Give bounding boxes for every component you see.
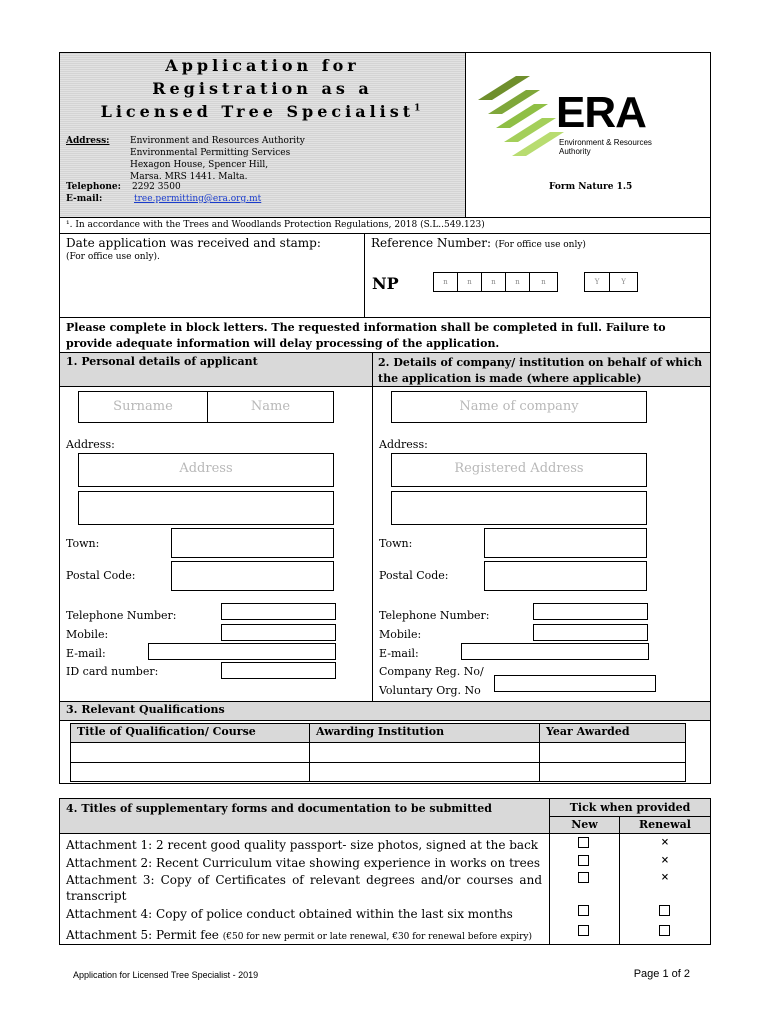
idcard-input[interactable] [221,662,336,679]
tick-header: Tick when provided [569,801,691,814]
date-received-note: (For office use only). [66,252,160,262]
era-logo-text: ERA [556,88,646,137]
np-digit-2[interactable]: n [457,272,482,292]
qual-row1-title[interactable] [70,742,310,763]
town-label-company: Town: [379,537,413,550]
qual-col-institution-label: Awarding Institution [316,725,445,738]
form-title-line2: Registration as a [152,79,373,98]
attachment-5-renewal-checkbox[interactable] [659,925,670,936]
form-nature: Form Nature 1.5 [549,182,633,192]
footer-document-title: Application for Licensed Tree Specialist - 2019 [73,970,259,980]
address-line-4: Marsa. MRS 1441. Malta. [130,172,248,182]
mobile-label-company: Mobile: [379,628,422,641]
company-name-input[interactable]: Name of company [391,391,647,423]
reference-number-text: Reference Number: [371,236,492,250]
attachment-5-text: Attachment 5: Permit fee [66,928,219,942]
registered-address-input-line1[interactable]: Registered Address [391,453,647,487]
email-input-applicant[interactable] [148,643,336,660]
address-label-applicant: Address: [66,438,115,451]
postal-input-applicant[interactable] [171,561,334,591]
qual-row2-year[interactable] [539,762,686,782]
attachment-2-renewal-cross-icon: × [660,855,670,866]
era-logo-sub-line1: Environment & Resources [559,138,652,147]
form-title-line1: Application for [165,56,360,75]
qual-row2-title[interactable] [70,762,310,782]
postal-input-company[interactable] [484,561,647,591]
mobile-input-company[interactable] [533,624,648,641]
form-title-text: Licensed Tree Specialist [100,102,415,121]
email-label-company: E-mail: [379,647,419,660]
attachment-1-renewal-cross-icon: × [660,837,670,848]
np-digit-3[interactable]: n [481,272,506,292]
header-left-panel [59,52,466,218]
footnote-text: ¹. In accordance with the Trees and Woodlands Protection Regulations, 2018 (S.L..549.123) [66,220,485,230]
address-line-2: Environmental Permitting Services [130,148,291,158]
idcard-label: ID card number: [66,665,159,678]
attachment-5-note: (€50 for new permit or late renewal, €30 for renewal before expiry) [222,932,533,942]
company-reg-label-line1: Company Reg. No/ [379,665,484,678]
telephone-input-company[interactable] [533,603,648,620]
renewal-header: Renewal [639,818,691,831]
era-logo-sub-line2: Authority [559,147,591,156]
section1-title: 1. Personal details of applicant [66,355,258,368]
town-input-applicant[interactable] [171,528,334,558]
registered-address-input-line2[interactable] [391,491,647,525]
attachment-1-new-checkbox[interactable] [578,837,589,848]
reference-number-note: (For office use only) [494,240,586,250]
town-label-applicant: Town: [66,537,100,550]
telephone-label-applicant: Telephone Number: [66,609,177,622]
attachment-3-renewal-cross-icon: × [660,872,670,883]
town-input-company[interactable] [484,528,647,558]
postal-label-company: Postal Code: [379,569,449,582]
section3-title: 3. Relevant Qualifications [66,703,225,716]
qual-row1-institution[interactable] [309,742,540,763]
instructions-text: Please complete in block letters. The requested information shall be completed in full. Failure to provide adequate information will delay processing of the application. [66,321,666,350]
np-digit-1[interactable]: n [433,272,458,292]
qual-row2-institution[interactable] [309,762,540,782]
np-year-2[interactable]: Y [609,272,638,292]
company-reg-label-line2: Voluntary Org. No [379,684,481,697]
postal-label-applicant: Postal Code: [66,569,136,582]
attachment-3-new-checkbox[interactable] [578,872,589,883]
np-year-1[interactable]: Y [584,272,610,292]
attachment-3-line2: transcript [66,889,127,903]
attachment-5-new-checkbox[interactable] [578,925,589,936]
attachment-4: Attachment 4: Copy of police conduct obtained within the last six months [66,907,513,921]
surname-input[interactable]: Surname [78,391,208,423]
mobile-input-applicant[interactable] [221,624,336,641]
attachment-4-renewal-checkbox[interactable] [659,905,670,916]
email-label-applicant: E-mail: [66,647,106,660]
new-header: New [571,818,598,831]
form-title-footnote-mark: 1 [414,103,425,114]
attachment-5 [66,928,532,942]
date-received-label: Date application was received and stamp: [66,236,321,250]
address-label: Address: [66,136,110,146]
attachment-2: Attachment 2: Recent Curriculum vitae showing experience in works on trees [66,856,540,870]
address-input-line1[interactable]: Address [78,453,334,487]
np-digit-4[interactable]: n [505,272,530,292]
section2-title: 2. Details of company/ institution on behalf of which the application is made (where applicable) [378,356,703,385]
np-prefix: NP [372,274,399,293]
attachment-2-new-checkbox[interactable] [578,855,589,866]
address-input-line2[interactable] [78,491,334,525]
email-label: E-mail: [66,194,103,204]
attachment-3-line1: Attachment 3: Copy of Certificates of relevant degrees and/or courses and [66,873,542,887]
attachment-1: Attachment 1: 2 recent good quality passport- size photos, signed at the back [66,838,539,852]
name-input[interactable]: Name [207,391,334,423]
address-line-1: Environment and Resources Authority [130,136,305,146]
qual-col-year-label: Year Awarded [546,725,630,738]
qual-col-title-label: Title of Qualification/ Course [77,725,256,738]
telephone-label: Telephone: [66,182,121,192]
section4-title: 4. Titles of supplementary forms and documentation to be submitted [66,802,492,815]
footer-page-number: Page 1 of 2 [633,968,690,980]
address-line-3: Hexagon House, Spencer Hill, [130,160,269,170]
mobile-label-applicant: Mobile: [66,628,109,641]
reference-number-label [371,236,586,250]
email-link[interactable]: tree.permitting@era.org.mt [134,194,262,204]
telephone-label-company: Telephone Number: [379,609,490,622]
company-reg-input[interactable] [494,675,656,692]
attachment-4-new-checkbox[interactable] [578,905,589,916]
qual-row1-year[interactable] [539,742,686,763]
form-title-line3 [59,102,466,121]
telephone-value: 2292 3500 [132,182,181,192]
np-digit-5[interactable]: n [529,272,558,292]
telephone-input-applicant[interactable] [221,603,336,620]
email-input-company[interactable] [461,643,649,660]
address-label-company: Address: [379,438,428,451]
